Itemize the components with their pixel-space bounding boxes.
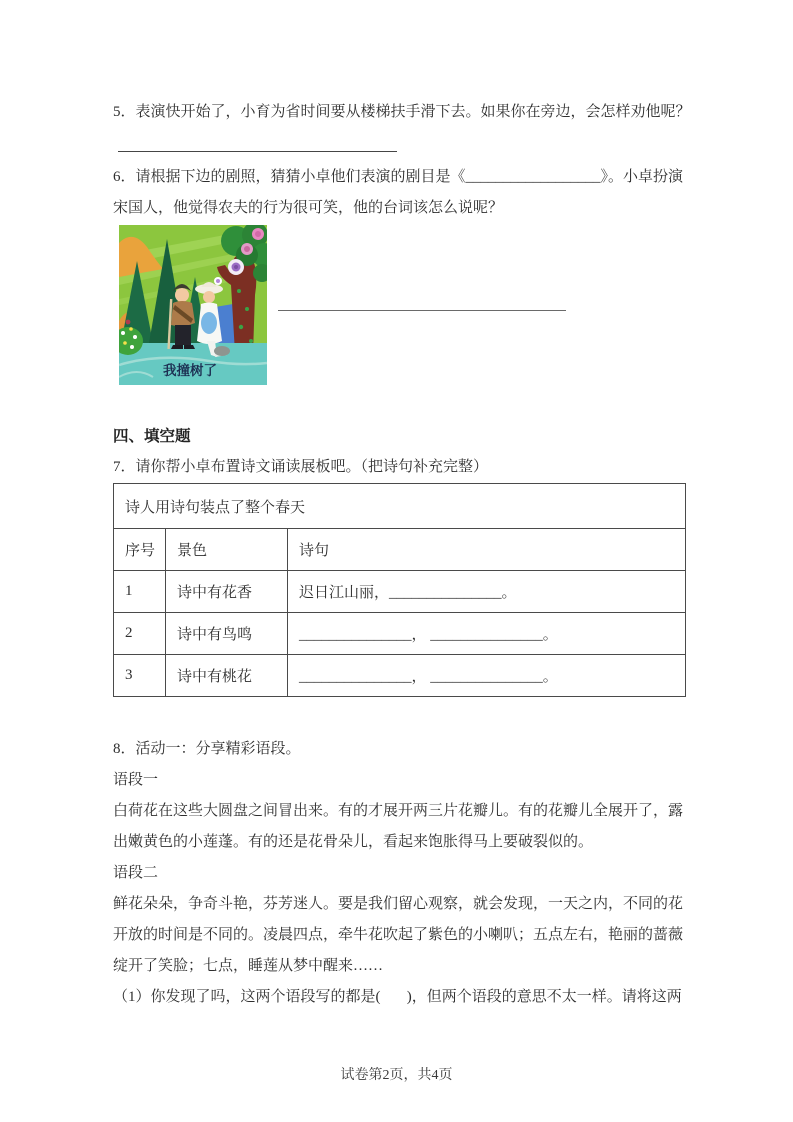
photo-caption: 我撞树了 (163, 363, 217, 378)
cell-verse: 迟日江山丽，_______________。 (288, 571, 686, 613)
page-footer: 试卷第2页，共4页 (340, 1068, 453, 1083)
answer-line (278, 310, 566, 311)
tree-flower (252, 228, 264, 240)
page-content (113, 97, 691, 1013)
cell-scene: 诗中有花香 (166, 571, 288, 613)
question-8-title: 8．活动一：分享精彩语段。 (113, 741, 301, 757)
table-row (114, 613, 686, 655)
table-row (114, 655, 686, 697)
cell-no: 1 (114, 571, 166, 613)
passage-2-text: 鲜花朵朵，争奇斗艳，芬芳迷人。要是我们留心观察，就会发现，一天之内，不同的花开放的时间是不同的。凌晨四点，牵牛花吹起了紫色的小喇叭；五点左右，艳丽的蔷薇绽开了笑脸；七点，睡莲从梦中醒来…… (113, 896, 684, 974)
col-header-scene: 景色 (166, 529, 288, 571)
table-banner-cell: 诗人用诗句装点了整个春天 (114, 484, 686, 529)
cell-no: 3 (114, 655, 166, 697)
table-header-row (114, 529, 686, 571)
cell-scene: 诗中有鸟鸣 (166, 613, 288, 655)
cell-verse: _______________， _______________。 (288, 655, 686, 697)
question-7-text: 7．请你帮小卓布置诗文诵读展板吧。（把诗句补充完整） (113, 459, 489, 475)
question-8-sub1-text: （1）你发现了吗，这两个语段写的都是( )，但两个语段的意思不太一样。请将这两 (113, 989, 682, 1005)
passage-1-label: 语段一 (113, 772, 159, 788)
question-6-photo-row (113, 225, 691, 385)
stage-play-photo (119, 225, 267, 385)
col-header-verse: 诗句 (288, 529, 686, 571)
col-header-no: 序号 (114, 529, 166, 571)
tree-flower (241, 243, 253, 255)
answer-line (118, 128, 397, 152)
cell-scene: 诗中有桃花 (166, 655, 288, 697)
cell-no: 2 (114, 613, 166, 655)
passage-1-text: 白荷花在这些大圆盘之间冒出来。有的才展开两三片花瓣儿。有的花瓣儿全展开了，露出嫩黄色的小莲蓬。有的还是花骨朵儿，看起来饱胀得马上要破裂似的。 (113, 803, 684, 850)
question-5-text: 5．表演快开始了，小育为省时间要从楼梯扶手滑下去。如果你在旁边，会怎样劝他呢？ (113, 104, 691, 120)
question-8-block (113, 734, 691, 1013)
section-4-heading: 四、填空题 (113, 428, 191, 445)
question-6-text: 6．请根据下边的剧照，猜猜小卓他们表演的剧目是《__________________》。小卓扮演宋国人，他觉得农夫的行为很可笑，他的台词该怎么说呢？ (113, 169, 684, 216)
cell-verse: _______________， _______________。 (288, 613, 686, 655)
passage-2-label: 语段二 (113, 865, 159, 881)
tree-flower (228, 259, 244, 275)
poem-fill-table (113, 483, 686, 697)
table-banner-row (114, 484, 686, 529)
table-row (114, 571, 686, 613)
